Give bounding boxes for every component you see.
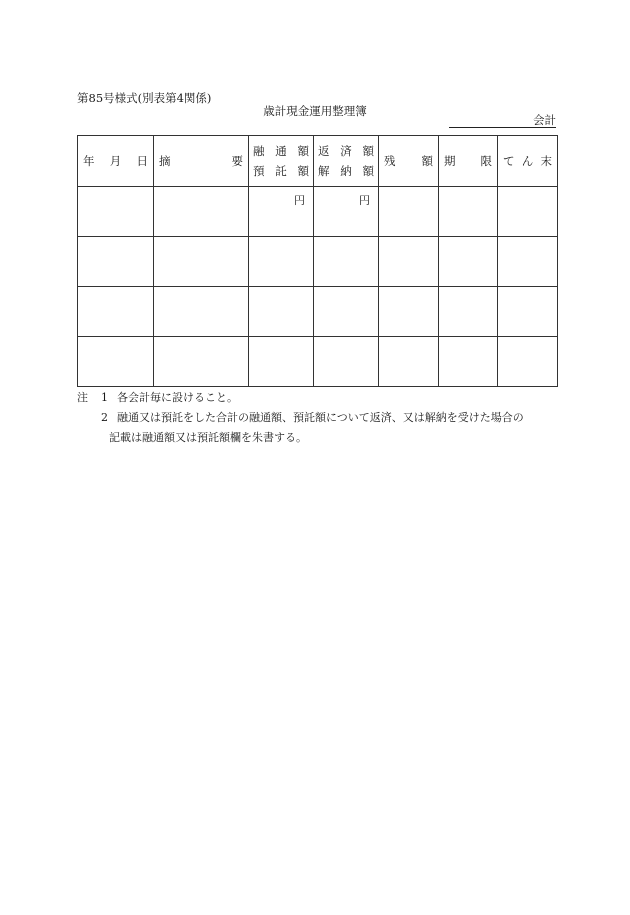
table-cell[interactable] — [314, 337, 379, 387]
col-date — [78, 136, 154, 187]
note-number: 1 — [101, 391, 108, 404]
col-deposit-char: 託 — [275, 164, 287, 178]
col-balance — [379, 136, 439, 187]
note-item — [77, 388, 557, 408]
table-cell[interactable] — [78, 237, 154, 287]
account-label: 会計 — [533, 113, 556, 127]
col-financing-line — [249, 141, 313, 161]
table-cell[interactable] — [154, 287, 249, 337]
table-cell[interactable] — [498, 187, 558, 237]
table-cell[interactable] — [498, 287, 558, 337]
table-cell[interactable] — [379, 237, 439, 287]
col-financing-char: 通 — [275, 144, 287, 158]
table-cell[interactable] — [498, 337, 558, 387]
col-description-char: 要 — [231, 154, 243, 168]
form-number: 第85号様式(別表第4関係) — [77, 91, 212, 105]
table-cell[interactable] — [78, 287, 154, 337]
col-description-char: 摘 — [159, 154, 171, 168]
col-repayment-char: 額 — [362, 144, 374, 158]
col-deposit-char: 預 — [253, 164, 265, 178]
table-cell[interactable] — [314, 187, 379, 237]
table-row — [78, 237, 558, 287]
table-cell[interactable] — [154, 237, 249, 287]
table-cell[interactable] — [439, 187, 498, 237]
yen-unit: 円 — [294, 194, 305, 207]
col-deposit-char: 額 — [297, 164, 309, 178]
col-balance-char: 残 — [384, 154, 396, 168]
col-financing-amount — [249, 136, 314, 187]
account-field — [449, 113, 556, 128]
header-row — [78, 136, 558, 187]
col-release-char: 額 — [362, 164, 374, 178]
table-cell[interactable] — [249, 287, 314, 337]
table-cell[interactable] — [379, 287, 439, 337]
col-description — [154, 136, 249, 187]
col-release-char: 納 — [340, 164, 352, 178]
col-deadline-char: 期 — [444, 154, 456, 168]
col-date-char: 年 — [83, 154, 95, 168]
col-repayment-line — [314, 141, 378, 161]
table-cell[interactable] — [379, 187, 439, 237]
col-deadline-char: 限 — [480, 154, 492, 168]
col-date-char: 月 — [109, 154, 122, 168]
col-repayment-char: 済 — [340, 144, 352, 158]
table-cell[interactable] — [498, 237, 558, 287]
col-details-char: 末 — [540, 154, 552, 168]
table-cell[interactable] — [314, 237, 379, 287]
note-text-continued: 記載は融通額又は預託額欄を朱書する。 — [109, 431, 307, 444]
notes-lead: 注 — [77, 391, 88, 404]
table-cell[interactable] — [154, 187, 249, 237]
table-cell[interactable] — [314, 287, 379, 337]
notes-section — [77, 388, 557, 448]
table-cell[interactable] — [439, 337, 498, 387]
col-deposit-line — [249, 161, 313, 181]
table-cell[interactable] — [249, 237, 314, 287]
table-row — [78, 187, 558, 237]
document-title: 歳計現金運用整理簿 — [263, 104, 367, 118]
col-deadline — [439, 136, 498, 187]
col-details-char: て — [503, 154, 515, 168]
col-financing-char: 額 — [297, 144, 309, 158]
yen-unit: 円 — [359, 194, 370, 207]
table-row — [78, 287, 558, 337]
table-row — [78, 337, 558, 387]
table-cell[interactable] — [379, 337, 439, 387]
ledger-table — [77, 135, 558, 387]
table-cell[interactable] — [154, 337, 249, 387]
note-text: 各会計毎に設けること。 — [117, 391, 238, 404]
table-cell[interactable] — [78, 187, 154, 237]
col-details-char: ん — [521, 154, 534, 168]
col-release-char: 解 — [318, 164, 330, 178]
table-cell[interactable] — [439, 237, 498, 287]
col-balance-char: 額 — [421, 154, 433, 168]
col-repayment-char: 返 — [318, 144, 330, 158]
note-number: 2 — [101, 411, 108, 424]
table-cell[interactable] — [78, 337, 154, 387]
col-repayment-amount — [314, 136, 379, 187]
table-cell[interactable] — [439, 287, 498, 337]
note-item — [77, 408, 557, 428]
col-release-line — [314, 161, 378, 181]
table-cell[interactable] — [249, 337, 314, 387]
table-cell[interactable] — [249, 187, 314, 237]
col-financing-char: 融 — [253, 144, 265, 158]
col-details — [498, 136, 558, 187]
col-date-char: 日 — [136, 154, 148, 168]
note-text: 融通又は預託をした合計の融通額、預託額について返済、又は解納を受けた場合の — [117, 411, 524, 424]
